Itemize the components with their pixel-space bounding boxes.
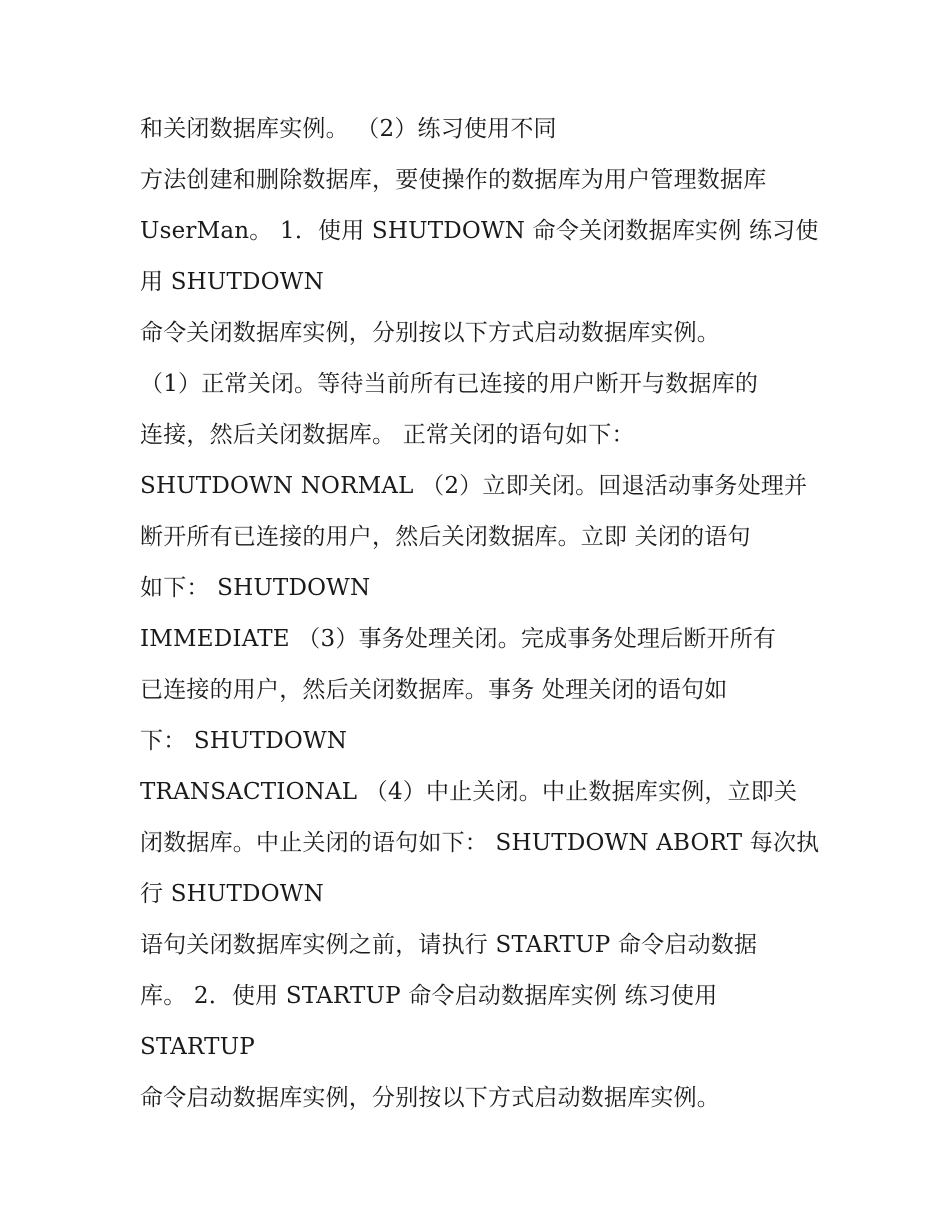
text-line: 已连接的用户，然后关闭数据库。事务 处理关闭的语句如 (140, 677, 728, 703)
text-line: 行 SHUTDOWN (140, 881, 324, 907)
text-line: 断开所有已连接的用户，然后关闭数据库。立即 关闭的语句 (140, 524, 751, 550)
text-line: SHUTDOWN NORMAL （2）立即关闭。回退活动事务处理并 (140, 473, 808, 499)
text-line: （1）正常关闭。等待当前所有已连接的用户断开与数据库的 (140, 371, 759, 397)
text-line: 命令关闭数据库实例，分别按以下方式启动数据库实例。 (140, 320, 720, 346)
text-line: TRANSACTIONAL （4）中止关闭。中止数据库实例，立即关 (140, 779, 798, 805)
text-line: 如下： SHUTDOWN (140, 575, 371, 601)
text-line: 连接，然后关闭数据库。 正常关闭的语句如下： (140, 422, 635, 448)
body-text (140, 108, 840, 1128)
text-line: 命令启动数据库实例，分别按以下方式启动数据库实例。 (140, 1085, 720, 1111)
text-line: STARTUP (140, 1034, 255, 1060)
text-line: 和关闭数据库实例。 （2）练习使用不同 (140, 116, 557, 142)
text-line: 方法创建和删除数据库，要使操作的数据库为用户管理数据库 (140, 167, 767, 193)
text-line: 下： SHUTDOWN (140, 728, 348, 754)
text-line: 用 SHUTDOWN (140, 269, 324, 295)
text-line: UserMan。 1．使用 SHUTDOWN 命令关闭数据库实例 练习使 (140, 218, 819, 244)
text-line: 闭数据库。中止关闭的语句如下： SHUTDOWN ABORT 每次执 (140, 830, 820, 856)
text-line: 库。 2．使用 STARTUP 命令启动数据库实例 练习使用 (140, 983, 718, 1009)
text-line: 语句关闭数据库实例之前，请执行 STARTUP 命令启动数据 (140, 932, 758, 958)
text-line: IMMEDIATE （3）事务处理关闭。完成事务处理后断开所有 (140, 626, 777, 652)
